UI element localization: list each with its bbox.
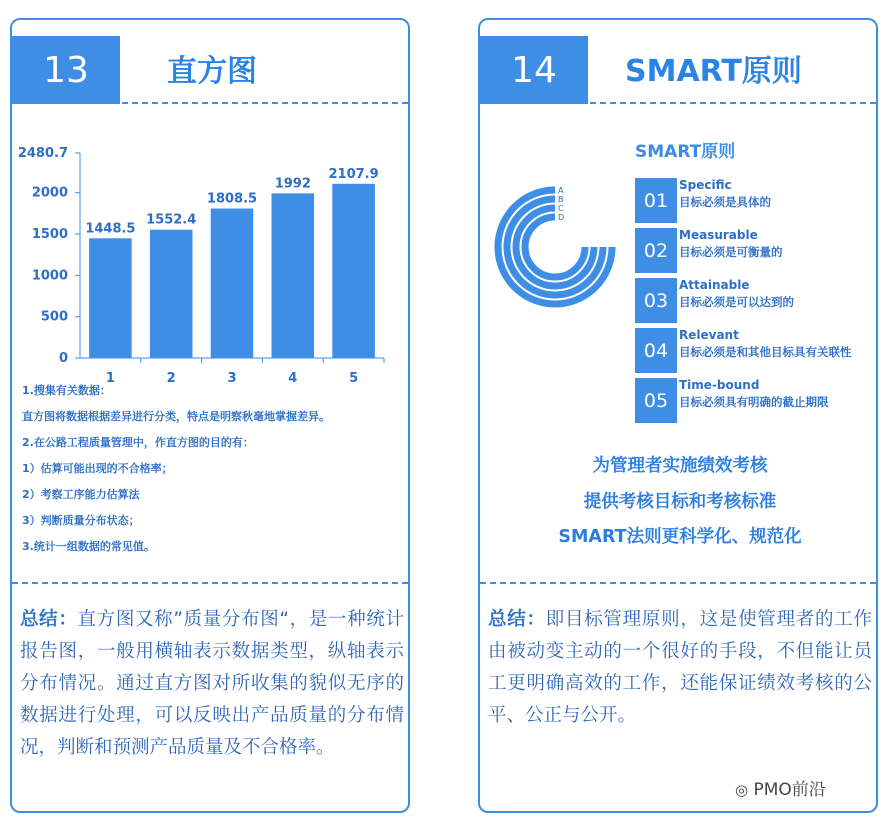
summary-text: 即目标管理原则，这是使管理者的工作由被动变主动的一个很好的手段，不但能让员工更明确高效的工作，还能保证绩效考核的公平、公正与公开。 bbox=[488, 609, 872, 726]
smart-item bbox=[635, 328, 875, 374]
y-tick-label: 1000 bbox=[31, 268, 68, 284]
divider bbox=[12, 102, 408, 104]
item-number: 01 bbox=[635, 178, 677, 223]
divider bbox=[480, 102, 876, 104]
note-line: 直方图将数据根据差异进行分类，特点是明察秋毫地掌握差异。 bbox=[22, 410, 330, 423]
note-line: 3）判断质量分布状态； bbox=[22, 514, 140, 527]
histogram-card bbox=[10, 18, 410, 813]
histogram-chart bbox=[12, 145, 392, 386]
ring-label-d: D bbox=[558, 213, 565, 222]
ring-label-c: C bbox=[558, 204, 564, 213]
item-title: Measurable bbox=[679, 228, 758, 242]
x-tick-label: 5 bbox=[349, 371, 359, 386]
bar bbox=[272, 193, 315, 358]
slogan-line: 为管理者实施绩效考核 bbox=[592, 456, 768, 476]
data-label: 1552.4 bbox=[146, 212, 197, 228]
x-tick-label: 1 bbox=[105, 371, 115, 386]
note-line: 1）估算可能出现的不合格率； bbox=[22, 462, 173, 475]
note-line: 1.搜集有关数据： bbox=[22, 384, 111, 397]
item-title: Time-bound bbox=[679, 378, 760, 392]
ring-d bbox=[525, 217, 585, 277]
ring-b bbox=[507, 199, 603, 295]
summary bbox=[488, 604, 872, 732]
wechat-icon: ◎ bbox=[735, 781, 749, 799]
item-desc: 目标必须是可衡量的 bbox=[679, 245, 783, 259]
divider bbox=[480, 582, 876, 584]
card-number: 13 bbox=[12, 36, 120, 104]
item-number: 02 bbox=[635, 228, 677, 273]
smart-item bbox=[635, 178, 875, 224]
y-tick-label: 0 bbox=[58, 351, 68, 366]
item-desc: 目标必须是和其他目标具有关联性 bbox=[679, 345, 852, 359]
x-tick-label: 4 bbox=[288, 371, 298, 386]
item-number: 05 bbox=[635, 378, 677, 423]
bar bbox=[150, 230, 193, 358]
smart-item bbox=[635, 378, 875, 424]
smart-item bbox=[635, 228, 875, 274]
y-tick-label: 2480.7 bbox=[17, 146, 68, 161]
item-number: 03 bbox=[635, 278, 677, 323]
note-line: 2.在公路工程质量管理中，作直方图的目的有： bbox=[22, 436, 254, 449]
summary-text: 直方图又称”质量分布图“，是一种统计报告图，一般用横轴表示数据类型，纵轴表示分布情况。通过直方图对所收集的貌似无序的数据进行处理，可以反映出产品质量的分布情况，判断和预测产品质量及不合格率。 bbox=[20, 609, 404, 758]
card-title: 直方图 bbox=[167, 54, 257, 89]
bar bbox=[211, 209, 254, 358]
note-line: 3.统计一组数据的常见值。 bbox=[22, 540, 155, 553]
summary bbox=[20, 604, 404, 764]
card-title: SMART原则 bbox=[625, 54, 802, 89]
diagram-title: SMART原则 bbox=[635, 142, 736, 162]
divider bbox=[12, 582, 408, 584]
y-tick-label: 500 bbox=[40, 309, 68, 325]
data-label: 2107.9 bbox=[328, 166, 379, 182]
notes-list bbox=[22, 378, 402, 560]
bar bbox=[332, 184, 375, 358]
item-title: Relevant bbox=[679, 328, 739, 342]
note-line: 2）考察工序能力估算法 bbox=[22, 488, 140, 501]
slogan-line: SMART法则更科学化、规范化 bbox=[558, 527, 802, 547]
data-label: 1992 bbox=[274, 176, 311, 192]
item-desc: 目标必须是可以达到的 bbox=[679, 295, 794, 309]
data-label: 1448.5 bbox=[85, 221, 136, 237]
smart-item bbox=[635, 278, 875, 324]
item-desc: 目标必须是具体的 bbox=[679, 195, 771, 209]
ring-label-b: B bbox=[558, 195, 564, 204]
concentric-ring-diagram bbox=[480, 180, 630, 330]
card-number: 14 bbox=[480, 36, 588, 104]
item-title: Specific bbox=[679, 178, 732, 192]
x-tick-label: 3 bbox=[227, 371, 237, 386]
slogan-line: 提供考核目标和考核标准 bbox=[583, 492, 777, 512]
item-title: Attainable bbox=[679, 278, 750, 292]
ring-label-a: A bbox=[558, 186, 564, 195]
y-tick-label: 1500 bbox=[31, 227, 68, 243]
item-number: 04 bbox=[635, 328, 677, 373]
watermark-text: PMO前沿 bbox=[753, 780, 826, 800]
summary-label: 总结： bbox=[20, 609, 78, 630]
summary-label: 总结： bbox=[488, 609, 546, 630]
watermark bbox=[735, 775, 826, 800]
x-tick-label: 2 bbox=[166, 371, 176, 386]
smart-card bbox=[478, 18, 878, 813]
data-label: 1808.5 bbox=[206, 191, 258, 207]
bar bbox=[89, 238, 132, 358]
item-desc: 目标必须具有明确的截止期限 bbox=[679, 395, 829, 409]
y-tick-label: 2000 bbox=[31, 185, 68, 201]
